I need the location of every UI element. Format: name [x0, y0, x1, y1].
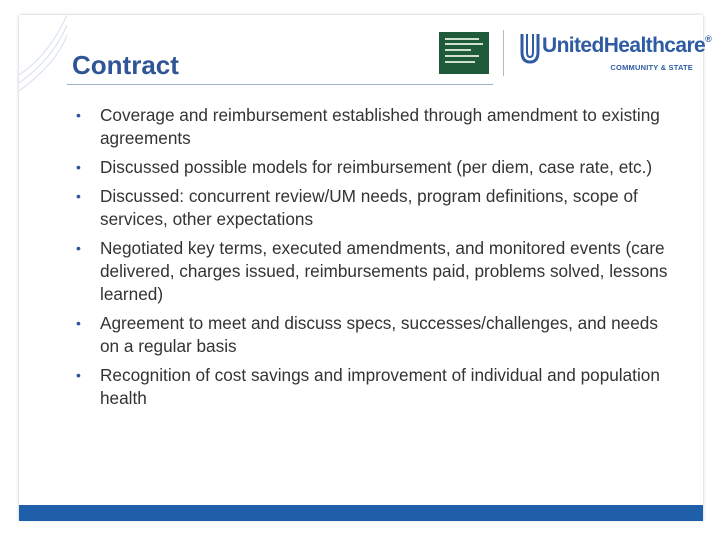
slide-title: Contract: [72, 50, 179, 80]
bullet-icon: •: [76, 240, 81, 256]
uhc-u-mark-icon: [520, 32, 540, 64]
bullet-item: [70, 185, 670, 231]
logo-divider: [503, 30, 504, 76]
uhc-subtitle: COMMUNITY & STATE: [610, 63, 693, 72]
bullet-item: [70, 156, 670, 179]
bullet-icon: •: [76, 107, 81, 123]
decorative-arc-lines: [19, 15, 67, 95]
bullet-icon: •: [76, 188, 81, 204]
bullet-icon: •: [76, 159, 81, 175]
title-underline: [67, 84, 493, 85]
bullet-list: [70, 104, 670, 416]
bullet-icon: •: [76, 367, 81, 383]
bullet-item: [70, 104, 670, 150]
uhc-wordmark: UnitedHealthcare®: [542, 34, 712, 57]
bullet-item: [70, 364, 670, 410]
bullet-item: [70, 237, 670, 306]
unitedhealthcare-logo: [520, 30, 712, 80]
bullet-text: Agreement to meet and discuss specs, successes/challenges, and needs on a regular basis: [100, 313, 658, 356]
footer-accent-bar: [19, 505, 703, 521]
bullet-item: [70, 312, 670, 358]
bullet-text: Discussed possible models for reimbursement (per diem, case rate, etc.): [100, 157, 653, 177]
bullet-text: Recognition of cost savings and improvement of individual and population health: [100, 365, 660, 408]
bullet-icon: •: [76, 315, 81, 331]
accreditation-seal-logo: [439, 32, 489, 74]
bullet-text: Discussed: concurrent review/UM needs, program definitions, scope of services, other expectations: [100, 186, 638, 229]
bullet-text: Coverage and reimbursement established through amendment to existing agreements: [100, 105, 660, 148]
bullet-text: Negotiated key terms, executed amendments, and monitored events (care delivered, charges issued, reimbursements paid, problems solved, lessons learned): [100, 238, 668, 304]
